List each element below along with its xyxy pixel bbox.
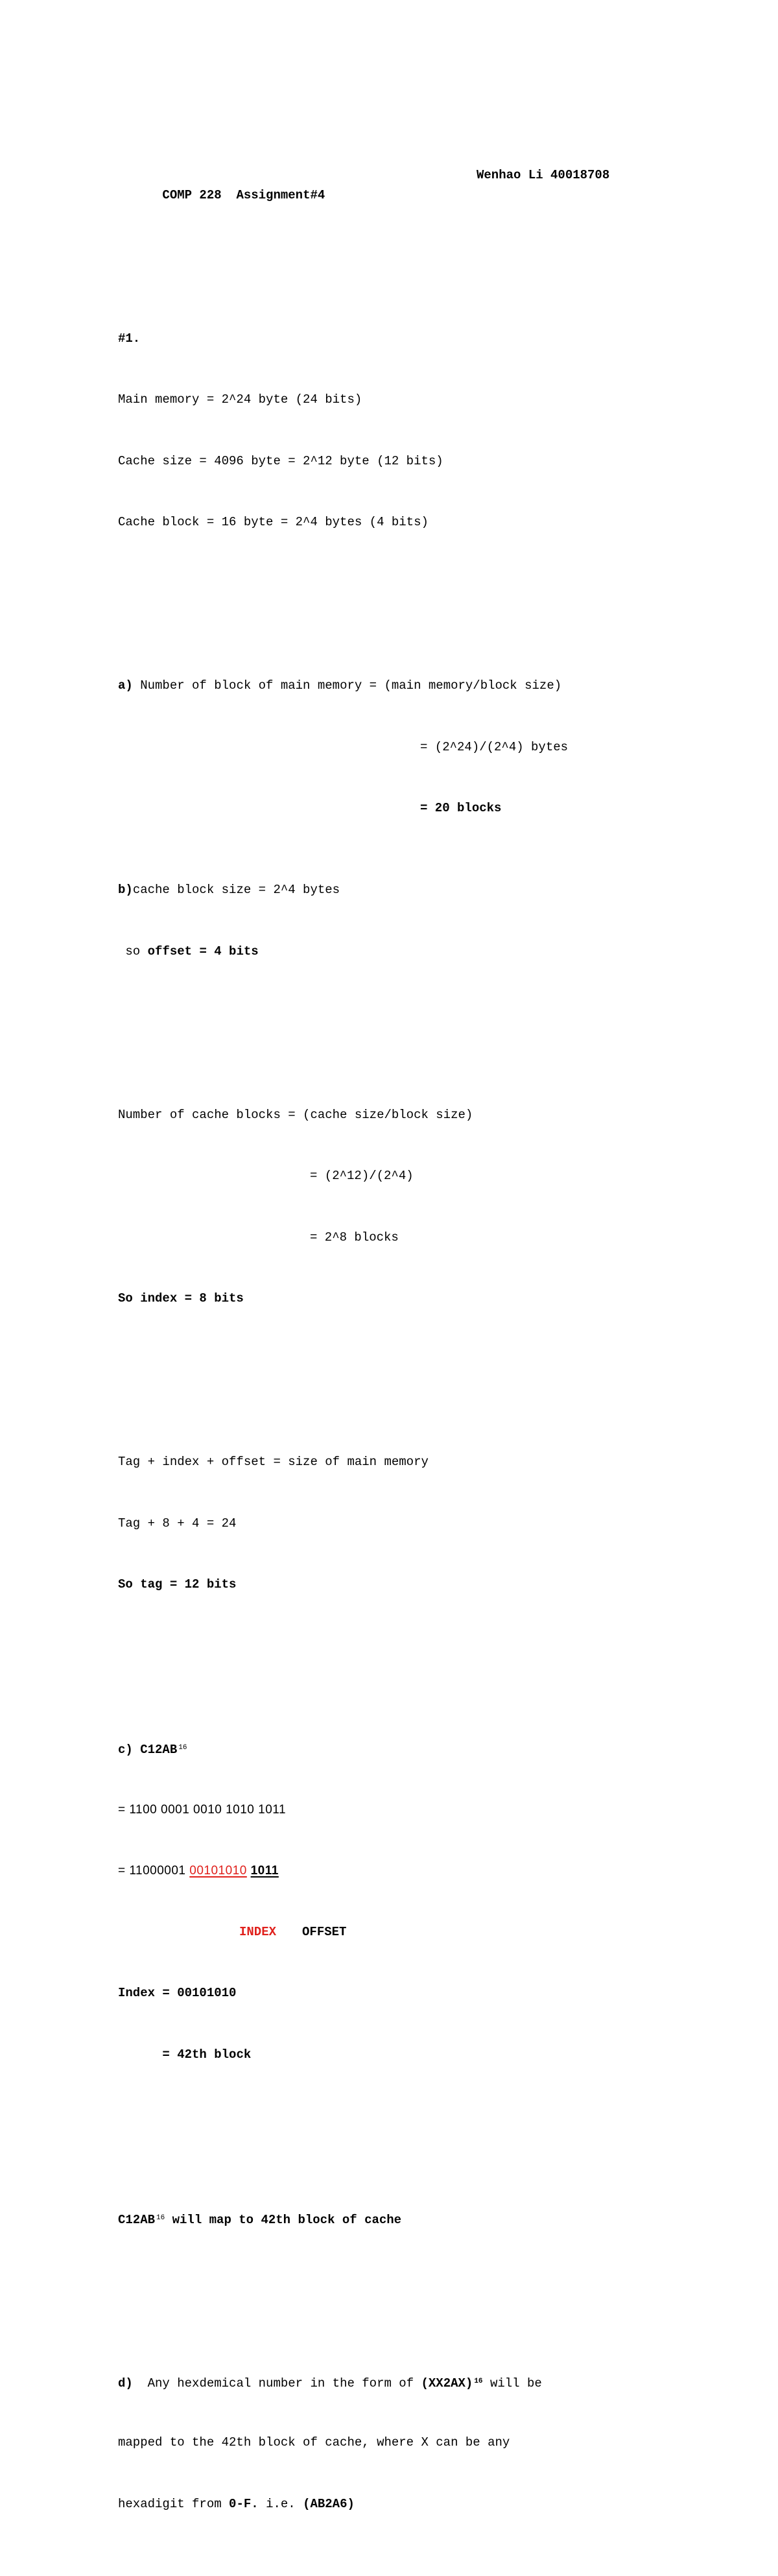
hex-base: 16 bbox=[178, 1744, 187, 1752]
part-a-label: a) bbox=[118, 678, 133, 693]
course-code: COMP 228 bbox=[162, 188, 222, 202]
given-cache-size: Cache size = 4096 byte = 2^12 byte (12 bits) bbox=[118, 453, 443, 468]
part-a-line1: a) Number of block of main memory = (main memory/block size) bbox=[118, 678, 562, 693]
part-d-line2: mapped to the 42th block of cache, where X can be any bbox=[118, 2435, 510, 2450]
header-line bbox=[118, 165, 701, 202]
part-b-label: b) bbox=[118, 883, 133, 897]
tag-formula: Tag + index + offset = size of main memory bbox=[118, 1455, 429, 1469]
part-c-label: c) bbox=[118, 1743, 133, 1757]
index-result: So index = 8 bits bbox=[118, 1291, 244, 1306]
given-main-memory: Main memory = 2^24 byte (24 bits) bbox=[118, 392, 362, 407]
example-address: (AB2A6) bbox=[303, 2496, 355, 2511]
part-d-line3: hexadigit from 0-F. i.e. (AB2A6) bbox=[118, 2496, 355, 2511]
offset-result: offset = 4 bits bbox=[147, 944, 259, 959]
part-b-line1: b)cache block size = 2^4 bytes bbox=[118, 883, 340, 897]
hex-address: C12AB bbox=[140, 1743, 178, 1757]
student-name-id: Wenhao Li 40018708 bbox=[477, 167, 610, 182]
offset-bits: 1011 bbox=[250, 1864, 279, 1878]
part-a-line2: = (2^24)/(2^4) bytes bbox=[420, 739, 569, 754]
cache-blocks-line3: = 2^8 blocks bbox=[310, 1230, 399, 1245]
tag-equation: Tag + 8 + 4 = 24 bbox=[118, 1516, 237, 1531]
conclusion: C12AB $_{16}$ will map to 42th block of cache bbox=[118, 2212, 402, 2227]
question-number: #1. bbox=[118, 331, 141, 346]
index-bits: 00101010 bbox=[189, 1864, 247, 1878]
field-labels bbox=[118, 1922, 701, 1943]
assignment-title: Assignment#4 bbox=[236, 188, 325, 202]
part-d-label: d) bbox=[118, 2376, 133, 2391]
part-a-result: = 20 blocks bbox=[420, 801, 502, 815]
offset-label: OFFSET bbox=[302, 1924, 347, 1939]
cache-blocks-line1: Number of cache blocks = (cache size/block size) bbox=[118, 1107, 473, 1122]
tag-result: So tag = 12 bits bbox=[118, 1577, 237, 1592]
cache-blocks-line2: = (2^12)/(2^4) bbox=[310, 1169, 414, 1183]
part-c-heading bbox=[118, 1738, 701, 1759]
binary-split: = 11000001 00101010 1011 bbox=[118, 1864, 279, 1878]
given-cache-block: Cache block = 16 byte = 2^4 bytes (4 bits) bbox=[118, 515, 429, 529]
part-d-line1: d) Any hexdemical number in the form of (XX2AX) $_{16}$ will be bbox=[118, 2376, 542, 2391]
index-label: INDEX bbox=[239, 1924, 277, 1939]
index-block: = 42th block bbox=[162, 2047, 252, 2062]
hex-form: (XX2AX) bbox=[421, 2376, 473, 2391]
binary-grouped: = 1100 0001 0010 1010 1011 bbox=[118, 1802, 287, 1817]
index-value: Index = 00101010 bbox=[118, 1986, 237, 2000]
assignment-body bbox=[118, 104, 701, 2576]
part-b-offset: so offset = 4 bits bbox=[125, 944, 259, 959]
